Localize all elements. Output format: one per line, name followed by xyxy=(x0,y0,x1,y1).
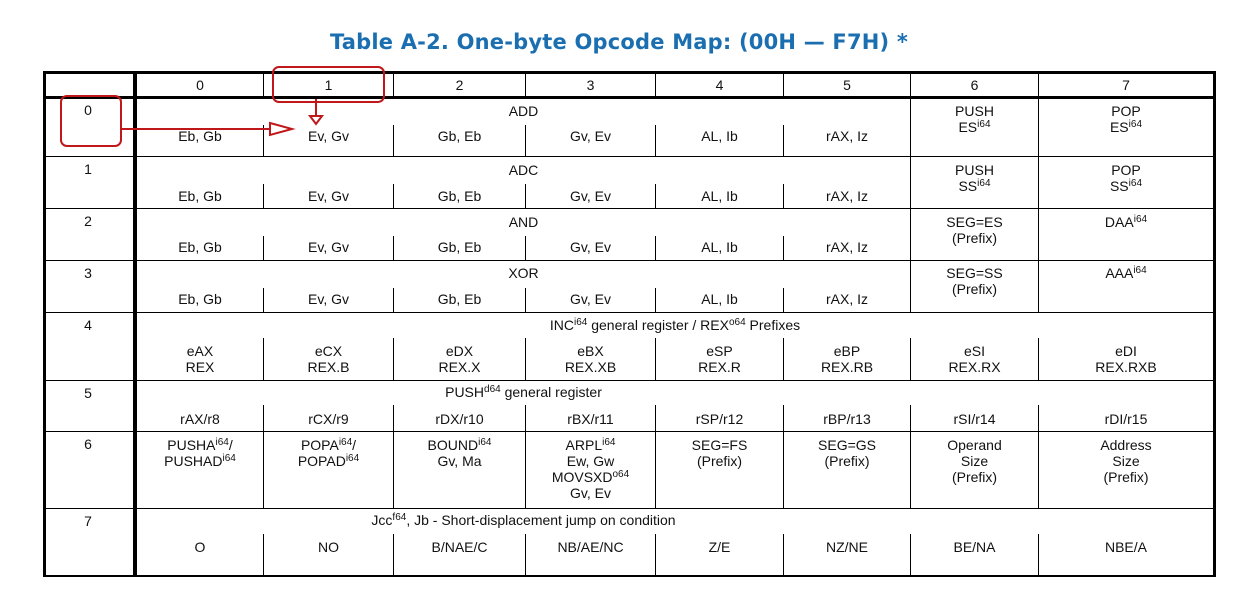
operand-cell: Gb, Eb xyxy=(437,188,482,204)
opcode-cell: SEG=ES (Prefix) xyxy=(946,214,1003,246)
opcode-cell: B/NAE/C xyxy=(431,539,488,555)
row-label: 1 xyxy=(84,161,92,177)
row-group-header: $PUSH^{d64}$ general register xyxy=(445,384,602,400)
operand-cell: Eb, Gb xyxy=(178,291,222,307)
operand-cell: Ev, Gv xyxy=(308,188,349,204)
opcode-cell: eDX REX.X xyxy=(438,343,481,375)
opcode-cell: NBE/A xyxy=(1104,539,1147,555)
opcode-group-header: XOR xyxy=(508,265,539,281)
opcode-cell: eAX REX xyxy=(185,343,215,375)
operand-cell: rAX, Iz xyxy=(825,239,868,255)
opcode-cell: eDI REX.RXB xyxy=(1095,343,1157,375)
opcode-cell: SEG=GS (Prefix) xyxy=(818,437,876,469)
row-label: 2 xyxy=(84,213,92,229)
table-title: Table A-2. One-byte Opcode Map: (00H — F7H) * xyxy=(329,30,909,54)
opcode-cell: rBP/r13 xyxy=(823,411,871,427)
opcode-cell: $PUSHA^{i64}/$ $PUSHAD^{i64}$ xyxy=(164,437,236,469)
opcode-cell: NO xyxy=(318,539,339,555)
opcode-cell: rCX/r9 xyxy=(308,411,349,427)
opcode-cell: Z/E xyxy=(708,539,731,555)
opcode-cell: NZ/NE xyxy=(826,539,868,555)
operand-cell: Gb, Eb xyxy=(437,291,482,307)
opcode-cell: eSP REX.R xyxy=(698,343,741,375)
opcode-cell: O xyxy=(194,539,206,555)
column-header: 4 xyxy=(715,77,724,93)
opcode-cell: rAX/r8 xyxy=(180,411,220,427)
column-header: 0 xyxy=(196,77,204,93)
row-label: 0 xyxy=(84,102,92,118)
operand-cell: Ev, Gv xyxy=(308,128,349,144)
highlight-col-1-box xyxy=(272,66,385,103)
opcode-group-header: ADD xyxy=(508,103,539,119)
opcode-cell: $BOUND^{i64}$ Gv, Ma xyxy=(427,437,492,469)
row-label: 6 xyxy=(84,436,92,452)
opcode-cell: PUSH $SS^{i64}$ xyxy=(955,162,994,194)
operand-cell: AL, Ib xyxy=(701,239,738,255)
row-label: 3 xyxy=(84,265,92,281)
operand-cell: Eb, Gb xyxy=(178,188,222,204)
opcode-cell: $DAA^{i64}$ xyxy=(1104,214,1148,230)
operand-cell: Eb, Gb xyxy=(178,128,222,144)
opcode-cell: SEG=FS (Prefix) xyxy=(691,437,748,469)
opcode-cell: SEG=SS (Prefix) xyxy=(946,265,1003,297)
opcode-cell: NB/AE/NC xyxy=(557,539,624,555)
operand-cell: Gv, Ev xyxy=(570,188,611,204)
column-header: 5 xyxy=(843,77,851,93)
operand-cell: Gv, Ev xyxy=(570,291,611,307)
operand-cell: Ev, Gv xyxy=(308,291,349,307)
operand-cell: Ev, Gv xyxy=(308,239,349,255)
operand-cell: AL, Ib xyxy=(701,188,738,204)
opcode-cell: rBX/r11 xyxy=(567,411,614,427)
operand-cell: Gv, Ev xyxy=(570,239,611,255)
row-group-header: $INC^{i64}$ general register / $REX^{o64}$ Prefixes xyxy=(549,317,801,333)
column-header: 7 xyxy=(1122,77,1130,93)
operand-cell: AL, Ib xyxy=(701,128,738,144)
opcode-cell: rSI/r14 xyxy=(953,411,996,427)
row-label: 4 xyxy=(84,317,92,333)
opcode-cell: $POPA^{i64}/$ $POPAD^{i64}$ xyxy=(297,437,360,469)
operand-cell: rAX, Iz xyxy=(825,291,868,307)
opcode-cell: Address Size (Prefix) xyxy=(1100,437,1152,485)
opcode-cell: rDI/r15 xyxy=(1104,411,1148,427)
operand-cell: Gb, Eb xyxy=(437,128,482,144)
row-label: 7 xyxy=(84,513,92,529)
column-header: 2 xyxy=(455,77,464,93)
operand-cell: Gb, Eb xyxy=(437,239,482,255)
opcode-cell: rSP/r12 xyxy=(695,411,744,427)
opcode-cell: rDX/r10 xyxy=(435,411,484,427)
row-label: 5 xyxy=(84,385,92,401)
column-header: 1 xyxy=(324,77,333,93)
opcode-cell: POP $ES^{i64}$ xyxy=(1109,103,1143,135)
column-header: 6 xyxy=(970,77,979,93)
opcode-cell: $AAA^{i64}$ xyxy=(1105,265,1147,281)
operand-cell: Gv, Ev xyxy=(570,128,611,144)
column-header: 3 xyxy=(586,77,595,93)
operand-cell: rAX, Iz xyxy=(825,128,868,144)
opcode-group-header: AND xyxy=(508,214,539,230)
opcode-cell: eBX REX.XB xyxy=(564,343,617,375)
opcode-cell: eBP REX.RB xyxy=(820,343,874,375)
opcode-cell: eSI REX.RX xyxy=(948,343,1001,375)
highlight-row-0-box xyxy=(60,95,122,147)
operand-cell: Eb, Gb xyxy=(178,239,222,255)
operand-cell: AL, Ib xyxy=(701,291,738,307)
opcode-group-header: ADC xyxy=(508,162,539,178)
opcode-cell: $ARPL^{i64}$ Ew, Gw $MOVSXD^{o64}$ Gv, Ev xyxy=(551,437,630,501)
opcode-cell: PUSH $ES^{i64}$ xyxy=(955,103,994,135)
opcode-cell: Operand Size (Prefix) xyxy=(947,437,1002,485)
opcode-cell: POP $SS^{i64}$ xyxy=(1109,162,1143,194)
opcode-cell: eCX REX.B xyxy=(307,343,350,375)
opcode-cell: BE/NA xyxy=(953,539,996,555)
row-group-header: Jcc$^{f64}$, Jb - Short-displacement jump on condition xyxy=(371,512,676,528)
operand-cell: rAX, Iz xyxy=(825,188,868,204)
